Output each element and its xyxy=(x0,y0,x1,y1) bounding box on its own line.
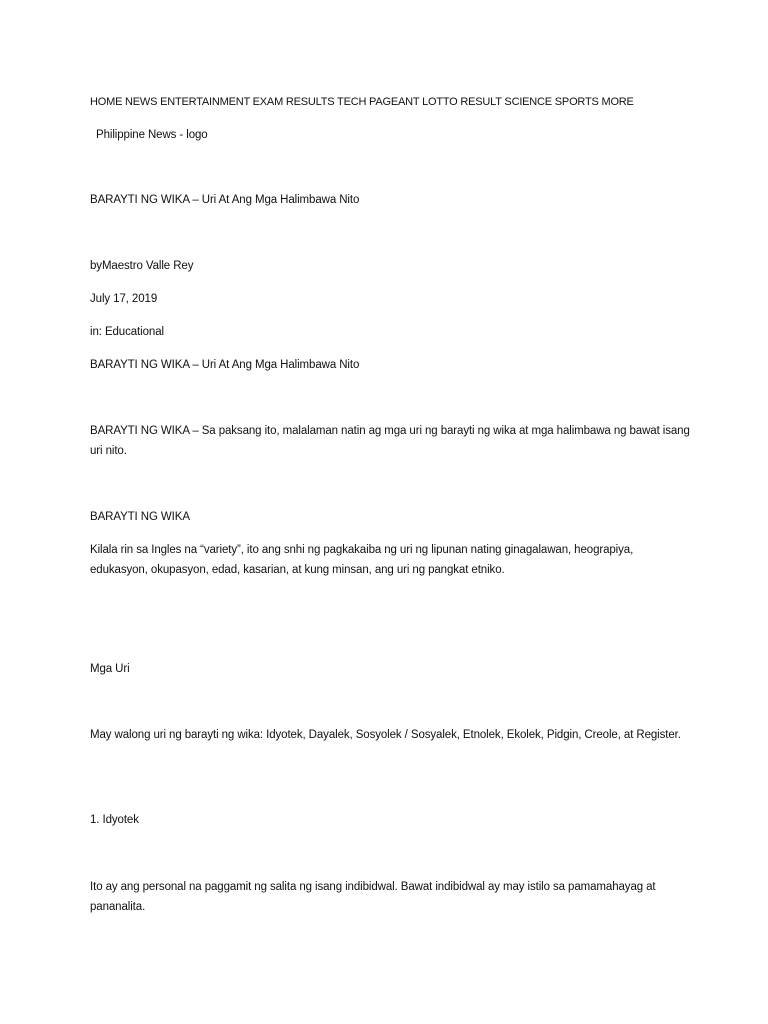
section-heading-barayti: BARAYTI NG WIKA xyxy=(90,511,190,523)
definition-paragraph: Kilala rin sa Ingles na “variety”, ito ang snhi ng pagkakaiba ng uri ng lipunan nating ginagalawan, heograpiya, edukasyon, okupasyon, edad, kasarian, at kung minsan, ang uri ng pangkat etniko. xyxy=(90,544,634,576)
article-intro-paragraph: BARAYTI NG WIKA – Sa paksang ito, malalaman natin ag mga uri ng barayti ng wika at mga halimbawa ng bawat isang uri nito. xyxy=(90,425,690,457)
idyotek-paragraph: Ito ay ang personal na paggamit ng salita ng isang indibidwal. Bawat indibidwal ay may istilo sa pamamahayag at pananalita. xyxy=(90,881,656,913)
article-date: July 17, 2019 xyxy=(90,293,158,305)
article-title-repeat: BARAYTI NG WIKA – Uri At Ang Mga Halimbawa Nito xyxy=(90,359,360,371)
article-byline: byMaestro Valle Rey xyxy=(90,260,194,272)
article-category: in: Educational xyxy=(90,326,164,338)
site-logo-text: Philippine News - logo xyxy=(96,129,208,141)
section-heading-mga-uri: Mga Uri xyxy=(90,663,130,675)
section-heading-idyotek: 1. Idyotek xyxy=(90,814,139,826)
types-intro-paragraph: May walong uri ng barayti ng wika: Idyotek, Dayalek, Sosyolek / Sosyalek, Etnolek, Ekolek, Pidgin, Creole, at Register. xyxy=(90,729,681,741)
article-title: BARAYTI NG WIKA – Uri At Ang Mga Halimbawa Nito xyxy=(90,194,360,206)
top-navigation[interactable]: HOME NEWS ENTERTAINMENT EXAM RESULTS TECH PAGEANT LOTTO RESULT SCIENCE SPORTS MORE xyxy=(90,96,634,108)
